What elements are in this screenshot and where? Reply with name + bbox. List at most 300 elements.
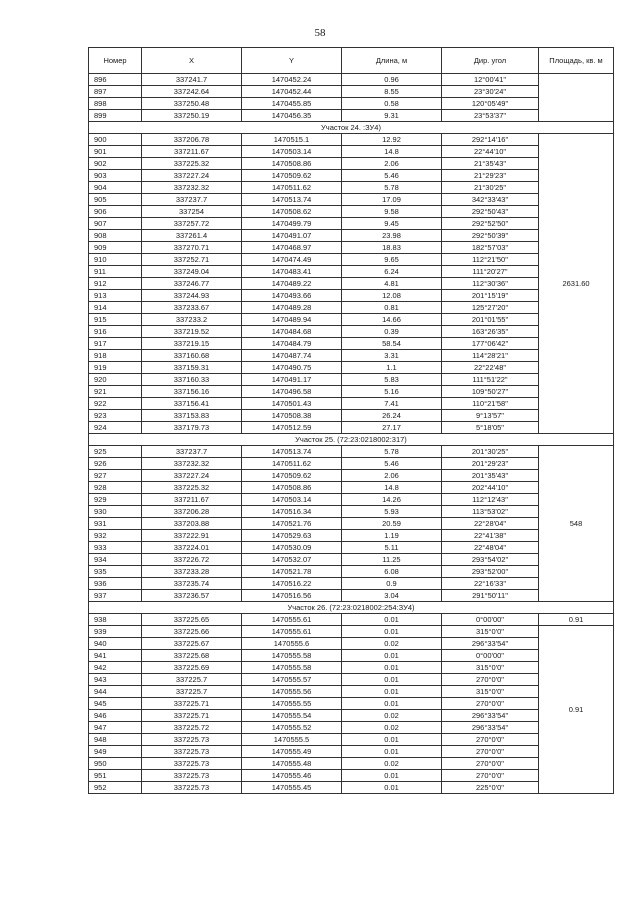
x-coordinate: 337261.4 (142, 230, 242, 242)
angle-value: 22°41'38" (442, 530, 539, 542)
header-area: Площадь, кв. м (539, 48, 614, 74)
length-value: 0.01 (342, 782, 442, 794)
y-coordinate: 1470555.61 (242, 626, 342, 638)
angle-value: 296°33'54" (442, 638, 539, 650)
y-coordinate: 1470452.44 (242, 86, 342, 98)
table-row (89, 386, 614, 398)
point-number: 938 (89, 614, 142, 626)
header-number: Номер (89, 48, 142, 74)
header-angle: Дир. угол (442, 48, 539, 74)
coordinates-table (88, 47, 614, 794)
y-coordinate: 1470452.24 (242, 74, 342, 86)
angle-value: 23°53'37" (442, 110, 539, 122)
x-coordinate: 337227.24 (142, 170, 242, 182)
point-number: 952 (89, 782, 142, 794)
y-coordinate: 1470493.66 (242, 290, 342, 302)
x-coordinate: 337257.72 (142, 218, 242, 230)
y-coordinate: 1470516.22 (242, 578, 342, 590)
y-coordinate: 1470513.74 (242, 194, 342, 206)
length-value: 11.25 (342, 554, 442, 566)
table-row (89, 722, 614, 734)
point-number: 922 (89, 398, 142, 410)
table-row (89, 482, 614, 494)
y-coordinate: 1470489.22 (242, 278, 342, 290)
table-row (89, 338, 614, 350)
x-coordinate: 337225.72 (142, 722, 242, 734)
table-row (89, 350, 614, 362)
x-coordinate: 337250.19 (142, 110, 242, 122)
angle-value: 202°44'10" (442, 482, 539, 494)
angle-value: 315°0'0" (442, 626, 539, 638)
x-coordinate: 337225.71 (142, 710, 242, 722)
angle-value: 342°33'43" (442, 194, 539, 206)
angle-value: 270°0'0" (442, 674, 539, 686)
point-number: 934 (89, 554, 142, 566)
y-coordinate: 1470508.38 (242, 410, 342, 422)
table-row (89, 614, 614, 626)
section-heading-25: Участок 25. (72:23:0218002:317) (89, 434, 614, 446)
angle-value: 109°50'27" (442, 386, 539, 398)
point-number: 906 (89, 206, 142, 218)
angle-value: 315°0'0" (442, 662, 539, 674)
length-value: 20.59 (342, 518, 442, 530)
point-number: 943 (89, 674, 142, 686)
length-value: 0.01 (342, 674, 442, 686)
table-row (89, 662, 614, 674)
table-body (89, 74, 614, 794)
table-row (89, 134, 614, 146)
x-coordinate: 337203.88 (142, 518, 242, 530)
point-number: 918 (89, 350, 142, 362)
angle-value: 22°16'33" (442, 578, 539, 590)
point-number: 937 (89, 590, 142, 602)
point-number: 935 (89, 566, 142, 578)
table-row (89, 326, 614, 338)
y-coordinate: 1470491.07 (242, 230, 342, 242)
point-number: 927 (89, 470, 142, 482)
length-value: 0.01 (342, 686, 442, 698)
length-value: 58.54 (342, 338, 442, 350)
point-number: 945 (89, 698, 142, 710)
angle-value: 292°52'50" (442, 218, 539, 230)
length-value: 27.17 (342, 422, 442, 434)
length-value: 0.02 (342, 638, 442, 650)
x-coordinate: 337246.77 (142, 278, 242, 290)
table-row (89, 170, 614, 182)
table-row (89, 266, 614, 278)
point-number: 931 (89, 518, 142, 530)
table-row (89, 458, 614, 470)
point-number: 924 (89, 422, 142, 434)
y-coordinate: 1470491.17 (242, 374, 342, 386)
length-value: 14.66 (342, 314, 442, 326)
angle-value: 0°00'00" (442, 650, 539, 662)
angle-value: 12°00'41" (442, 74, 539, 86)
point-number: 900 (89, 134, 142, 146)
x-coordinate: 337233.28 (142, 566, 242, 578)
table-row (89, 74, 614, 86)
point-number: 899 (89, 110, 142, 122)
table-row (89, 530, 614, 542)
length-value: 0.96 (342, 74, 442, 86)
x-coordinate: 337235.74 (142, 578, 242, 590)
y-coordinate: 1470555.49 (242, 746, 342, 758)
angle-value: 293°52'00" (442, 566, 539, 578)
length-value: 5.11 (342, 542, 442, 554)
point-number: 950 (89, 758, 142, 770)
length-value: 2.06 (342, 470, 442, 482)
x-coordinate: 337160.33 (142, 374, 242, 386)
x-coordinate: 337225.32 (142, 482, 242, 494)
x-coordinate: 337225.68 (142, 650, 242, 662)
angle-value: 113°53'02" (442, 506, 539, 518)
x-coordinate: 337225.67 (142, 638, 242, 650)
angle-value: 21°29'23" (442, 170, 539, 182)
table-row (89, 194, 614, 206)
length-value: 2.06 (342, 158, 442, 170)
y-coordinate: 1470456.35 (242, 110, 342, 122)
angle-value: 111°51'22" (442, 374, 539, 386)
angle-value: 296°33'54" (442, 722, 539, 734)
angle-value: 292°14'16" (442, 134, 539, 146)
length-value: 0.01 (342, 770, 442, 782)
y-coordinate: 1470511.62 (242, 458, 342, 470)
length-value: 6.24 (342, 266, 442, 278)
table-row (89, 254, 614, 266)
point-number: 897 (89, 86, 142, 98)
table-row (89, 182, 614, 194)
table-row (89, 638, 614, 650)
angle-value: 270°0'0" (442, 746, 539, 758)
table-row (89, 362, 614, 374)
table-row (89, 218, 614, 230)
x-coordinate: 337156.16 (142, 386, 242, 398)
y-coordinate: 1470509.62 (242, 170, 342, 182)
x-coordinate: 337222.91 (142, 530, 242, 542)
length-value: 5.16 (342, 386, 442, 398)
y-coordinate: 1470515.1 (242, 134, 342, 146)
x-coordinate: 337232.32 (142, 458, 242, 470)
x-coordinate: 337219.52 (142, 326, 242, 338)
angle-value: 0°00'00" (442, 614, 539, 626)
x-coordinate: 337249.04 (142, 266, 242, 278)
header-x: X (142, 48, 242, 74)
x-coordinate: 337179.73 (142, 422, 242, 434)
angle-value: 292°50'39" (442, 230, 539, 242)
table-row (89, 758, 614, 770)
x-coordinate: 337211.67 (142, 494, 242, 506)
y-coordinate: 1470513.74 (242, 446, 342, 458)
angle-value: 201°30'25" (442, 446, 539, 458)
y-coordinate: 1470555.61 (242, 614, 342, 626)
point-number: 917 (89, 338, 142, 350)
angle-value: 270°0'0" (442, 758, 539, 770)
point-number: 909 (89, 242, 142, 254)
table-row (89, 734, 614, 746)
point-number: 941 (89, 650, 142, 662)
length-value: 1.1 (342, 362, 442, 374)
table-row (89, 446, 614, 458)
table-row (89, 242, 614, 254)
length-value: 6.08 (342, 566, 442, 578)
length-value: 9.45 (342, 218, 442, 230)
section-heading-24: Участок 24. :ЗУ4) (89, 122, 614, 134)
angle-value: 23°30'24" (442, 86, 539, 98)
y-coordinate: 1470555.56 (242, 686, 342, 698)
table-header-row (89, 48, 614, 74)
length-value: 4.81 (342, 278, 442, 290)
point-number: 939 (89, 626, 142, 638)
length-value: 0.01 (342, 626, 442, 638)
point-number: 903 (89, 170, 142, 182)
angle-value: 120°05'49" (442, 98, 539, 110)
length-value: 0.01 (342, 734, 442, 746)
x-coordinate: 337244.93 (142, 290, 242, 302)
angle-value: 270°0'0" (442, 698, 539, 710)
x-coordinate: 337233.2 (142, 314, 242, 326)
table-row (89, 410, 614, 422)
x-coordinate: 337225.71 (142, 698, 242, 710)
angle-value: 270°0'0" (442, 770, 539, 782)
table-row (89, 542, 614, 554)
length-value: 7.41 (342, 398, 442, 410)
section-row (89, 434, 614, 446)
y-coordinate: 1470503.14 (242, 146, 342, 158)
y-coordinate: 1470555.5 (242, 734, 342, 746)
y-coordinate: 1470521.78 (242, 566, 342, 578)
angle-value: 22°28'04" (442, 518, 539, 530)
point-number: 915 (89, 314, 142, 326)
x-coordinate: 337236.57 (142, 590, 242, 602)
angle-value: 291°50'11" (442, 590, 539, 602)
x-coordinate: 337225.73 (142, 770, 242, 782)
table-row (89, 686, 614, 698)
point-number: 942 (89, 662, 142, 674)
length-value: 5.83 (342, 374, 442, 386)
point-number: 907 (89, 218, 142, 230)
x-coordinate: 337159.31 (142, 362, 242, 374)
point-number: 928 (89, 482, 142, 494)
table-row (89, 710, 614, 722)
y-coordinate: 1470496.58 (242, 386, 342, 398)
length-value: 5.93 (342, 506, 442, 518)
angle-value: 201°29'23" (442, 458, 539, 470)
table-row (89, 770, 614, 782)
length-value: 26.24 (342, 410, 442, 422)
point-number: 902 (89, 158, 142, 170)
point-number: 949 (89, 746, 142, 758)
x-coordinate: 337225.32 (142, 158, 242, 170)
y-coordinate: 1470529.63 (242, 530, 342, 542)
y-coordinate: 1470499.79 (242, 218, 342, 230)
table-row (89, 626, 614, 638)
table-row (89, 578, 614, 590)
length-value: 1.19 (342, 530, 442, 542)
table-row (89, 206, 614, 218)
table-row (89, 650, 614, 662)
x-coordinate: 337250.48 (142, 98, 242, 110)
y-coordinate: 1470508.86 (242, 482, 342, 494)
y-coordinate: 1470490.75 (242, 362, 342, 374)
y-coordinate: 1470555.48 (242, 758, 342, 770)
y-coordinate: 1470489.28 (242, 302, 342, 314)
table-row (89, 302, 614, 314)
angle-value: 225°0'0" (442, 782, 539, 794)
table-row (89, 290, 614, 302)
y-coordinate: 1470555.58 (242, 650, 342, 662)
point-number: 946 (89, 710, 142, 722)
length-value: 0.02 (342, 758, 442, 770)
angle-value: 110°21'58" (442, 398, 539, 410)
angle-value: 9°13'57" (442, 410, 539, 422)
table-row (89, 674, 614, 686)
length-value: 0.02 (342, 722, 442, 734)
point-number: 951 (89, 770, 142, 782)
area-value: 0.91 (539, 614, 614, 626)
angle-value: 270°0'0" (442, 734, 539, 746)
x-coordinate: 337225.73 (142, 746, 242, 758)
x-coordinate: 337242.64 (142, 86, 242, 98)
point-number: 933 (89, 542, 142, 554)
y-coordinate: 1470555.52 (242, 722, 342, 734)
angle-value: 201°15'19" (442, 290, 539, 302)
angle-value: 182°57'03" (442, 242, 539, 254)
x-coordinate: 337232.32 (142, 182, 242, 194)
x-coordinate: 337252.71 (142, 254, 242, 266)
length-value: 0.01 (342, 662, 442, 674)
point-number: 923 (89, 410, 142, 422)
x-coordinate: 337233.67 (142, 302, 242, 314)
x-coordinate: 337211.67 (142, 146, 242, 158)
angle-value: 21°30'25" (442, 182, 539, 194)
length-value: 23.98 (342, 230, 442, 242)
angle-value: 292°50'43" (442, 206, 539, 218)
angle-value: 112°21'50" (442, 254, 539, 266)
angle-value: 315°0'0" (442, 686, 539, 698)
x-coordinate: 337225.66 (142, 626, 242, 638)
y-coordinate: 1470468.97 (242, 242, 342, 254)
x-coordinate: 337225.73 (142, 734, 242, 746)
length-value: 0.58 (342, 98, 442, 110)
x-coordinate: 337225.65 (142, 614, 242, 626)
point-number: 896 (89, 74, 142, 86)
length-value: 14.8 (342, 482, 442, 494)
area-value: 0.91 (539, 626, 614, 794)
length-value: 12.08 (342, 290, 442, 302)
length-value: 9.65 (342, 254, 442, 266)
y-coordinate: 1470532.07 (242, 554, 342, 566)
point-number: 919 (89, 362, 142, 374)
angle-value: 125°27'20" (442, 302, 539, 314)
angle-value: 112°30'36" (442, 278, 539, 290)
angle-value: 111°20'27" (442, 266, 539, 278)
x-coordinate: 337206.78 (142, 134, 242, 146)
point-number: 921 (89, 386, 142, 398)
point-number: 904 (89, 182, 142, 194)
y-coordinate: 1470555.58 (242, 662, 342, 674)
angle-value: 114°28'21" (442, 350, 539, 362)
y-coordinate: 1470555.46 (242, 770, 342, 782)
length-value: 0.81 (342, 302, 442, 314)
point-number: 905 (89, 194, 142, 206)
section-row (89, 602, 614, 614)
length-value: 0.39 (342, 326, 442, 338)
y-coordinate: 1470530.09 (242, 542, 342, 554)
table-row (89, 278, 614, 290)
y-coordinate: 1470489.94 (242, 314, 342, 326)
page-number: 58 (314, 27, 326, 39)
table-row (89, 782, 614, 794)
x-coordinate: 337237.7 (142, 194, 242, 206)
table-row (89, 698, 614, 710)
point-number: 944 (89, 686, 142, 698)
point-number: 901 (89, 146, 142, 158)
y-coordinate: 1470511.62 (242, 182, 342, 194)
length-value: 14.8 (342, 146, 442, 158)
length-value: 5.78 (342, 446, 442, 458)
x-coordinate: 337270.71 (142, 242, 242, 254)
area-value: 548 (539, 446, 614, 602)
table-row (89, 230, 614, 242)
table-row (89, 86, 614, 98)
y-coordinate: 1470555.45 (242, 782, 342, 794)
table-row (89, 98, 614, 110)
x-coordinate: 337225.73 (142, 782, 242, 794)
point-number: 908 (89, 230, 142, 242)
point-number: 932 (89, 530, 142, 542)
y-coordinate: 1470555.57 (242, 674, 342, 686)
y-coordinate: 1470555.6 (242, 638, 342, 650)
area-value: 2631.60 (539, 134, 614, 434)
point-number: 914 (89, 302, 142, 314)
table-row (89, 554, 614, 566)
point-number: 940 (89, 638, 142, 650)
x-coordinate: 337224.01 (142, 542, 242, 554)
x-coordinate: 337219.15 (142, 338, 242, 350)
table-row (89, 518, 614, 530)
table-row (89, 422, 614, 434)
length-value: 12.92 (342, 134, 442, 146)
length-value: 9.58 (342, 206, 442, 218)
point-number: 913 (89, 290, 142, 302)
x-coordinate: 337225.69 (142, 662, 242, 674)
length-value: 0.01 (342, 698, 442, 710)
header-y: Y (242, 48, 342, 74)
y-coordinate: 1470487.74 (242, 350, 342, 362)
x-coordinate: 337227.24 (142, 470, 242, 482)
angle-value: 163°26'35" (442, 326, 539, 338)
point-number: 911 (89, 266, 142, 278)
point-number: 948 (89, 734, 142, 746)
x-coordinate: 337241.7 (142, 74, 242, 86)
y-coordinate: 1470484.68 (242, 326, 342, 338)
table-row (89, 506, 614, 518)
section-row (89, 122, 614, 134)
x-coordinate: 337160.68 (142, 350, 242, 362)
section-heading-26: Участок 26. (72:23:0218002:254:ЗУ4) (89, 602, 614, 614)
y-coordinate: 1470455.85 (242, 98, 342, 110)
y-coordinate: 1470484.79 (242, 338, 342, 350)
point-number: 910 (89, 254, 142, 266)
y-coordinate: 1470503.14 (242, 494, 342, 506)
y-coordinate: 1470516.34 (242, 506, 342, 518)
length-value: 5.46 (342, 170, 442, 182)
table-row (89, 470, 614, 482)
y-coordinate: 1470509.62 (242, 470, 342, 482)
table-row (89, 566, 614, 578)
table-row (89, 398, 614, 410)
length-value: 17.09 (342, 194, 442, 206)
